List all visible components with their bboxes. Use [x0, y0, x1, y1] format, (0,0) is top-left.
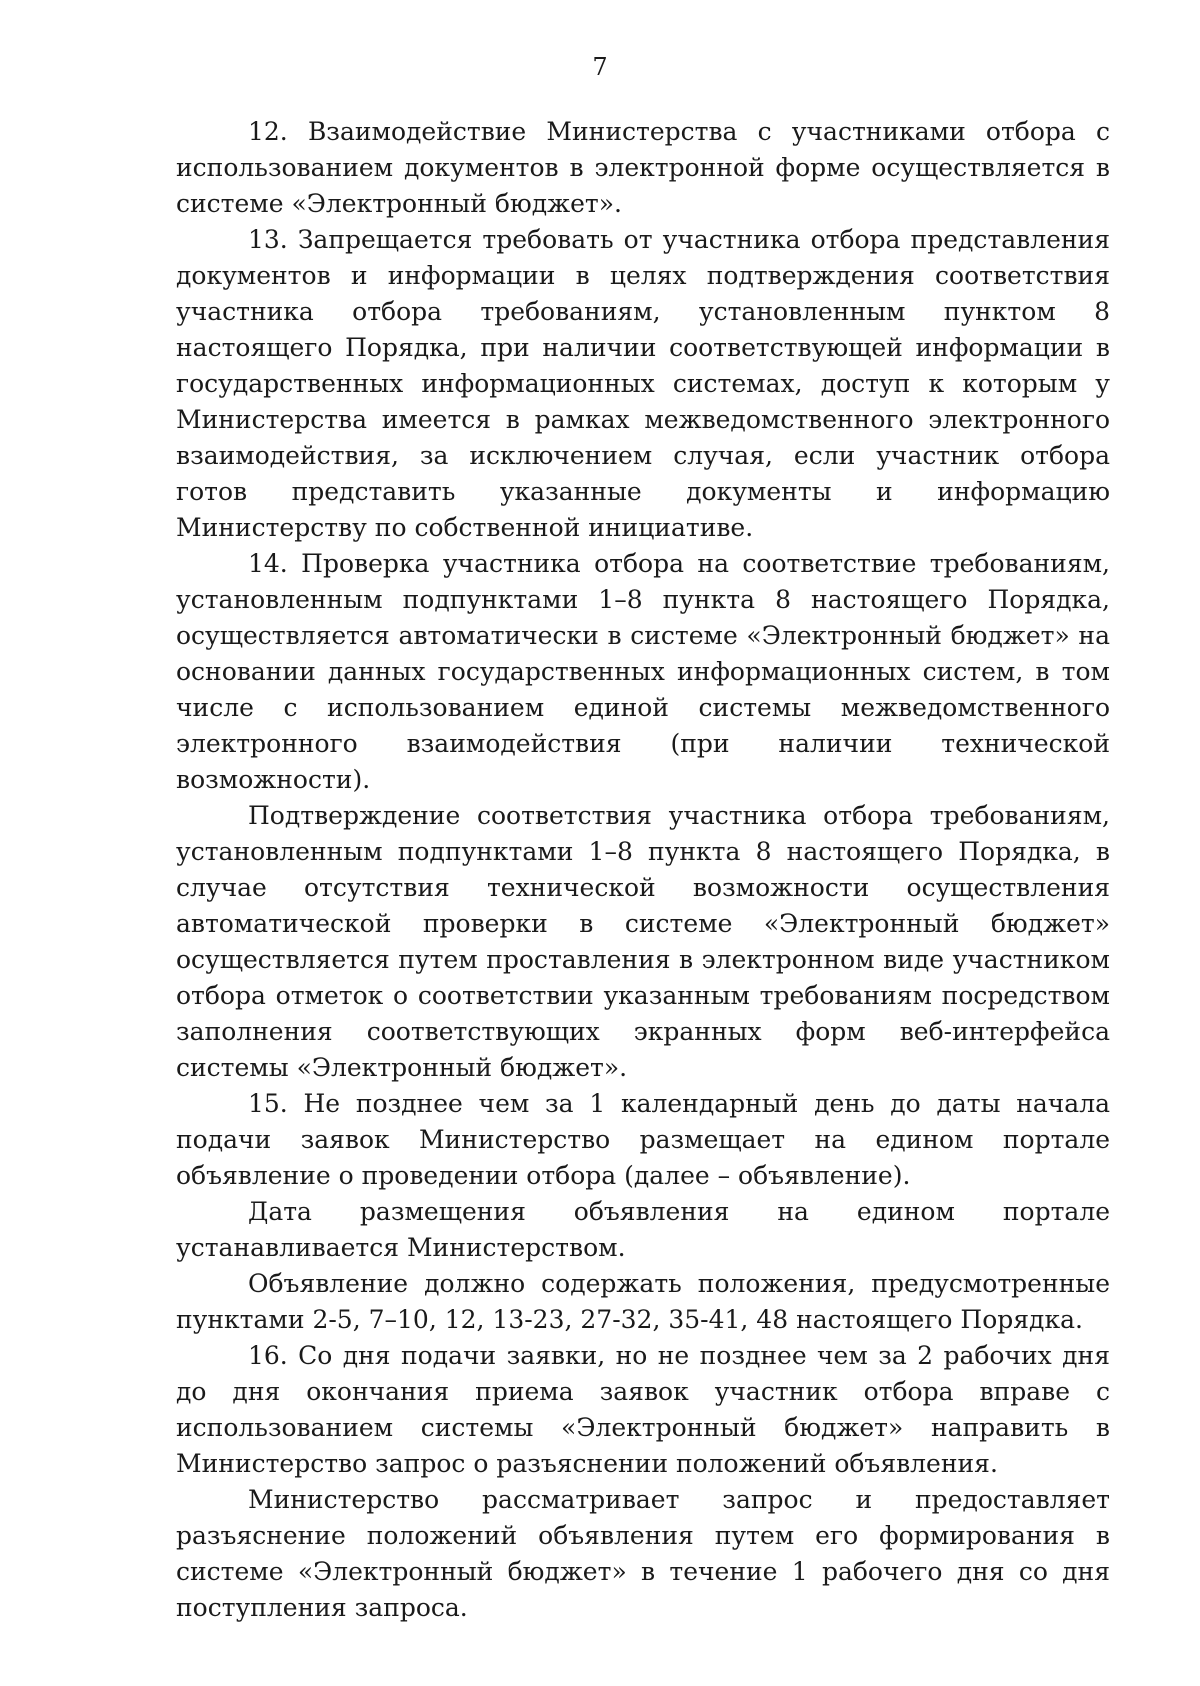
paragraph-15: 15. Не позднее чем за 1 календарный день до даты начала подачи заявок Министерство размещает на едином портале объявление о проведении отбора (далее – объявление).	[176, 1089, 1110, 1190]
paragraph-14: 14. Проверка участника отбора на соответствие требованиям, установленным подпунктами 1–8 пункта 8 настоящего Порядка, осуществляется автоматически в системе «Электронный бюджет» на основании данных государственных информационных систем, в том числе с использованием единой системы межведомственного электронного взаимодействия (при наличии технической возможности).	[176, 549, 1110, 794]
paragraph-15-content: Объявление должно содержать положения, предусмотренные пунктами 2-5, 7–10, 12, 13-23, 27-32, 35-41, 48 настоящего Порядка.	[176, 1269, 1110, 1334]
paragraph-13: 13. Запрещается требовать от участника отбора представления документов и информации в целях подтверждения соответствия участника отбора требованиям, установленным пунктом 8 настоящего Порядка, при наличии соответствующей информации в государственных информационных системах, доступ к которым у Министерства имеется в рамках межведомственного электронного взаимодействия, за исключением случая, если участник отбора готов представить указанные документы и информацию Министерству по собственной инициативе.	[176, 225, 1110, 542]
paragraph-16: 16. Со дня подачи заявки, но не позднее чем за 2 рабочих дня до дня окончания приема заявок участник отбора вправе с использованием системы «Электронный бюджет» направить в Министерство запрос о разъяснении положений объявления.	[176, 1341, 1110, 1478]
paragraph-14-confirmation: Подтверждение соответствия участника отбора требованиям, установленным подпунктами 1–8 пункта 8 настоящего Порядка, в случае отсутствия технической возможности осуществления автоматической проверки в системе «Электронный бюджет» осуществляется путем проставления в электронном виде участником отбора отметок о соответствии указанным требованиям посредством заполнения соответствующих экранных форм веб-интерфейса системы «Электронный бюджет».	[176, 801, 1110, 1082]
paragraph-15-date: Дата размещения объявления на едином портале устанавливается Министерством.	[176, 1197, 1110, 1262]
page-number: 7	[592, 53, 608, 81]
paragraph-16-response: Министерство рассматривает запрос и предоставляет разъяснение положений объявления путем его формирования в системе «Электронный бюджет» в течение 1 рабочего дня со дня поступления запроса.	[176, 1485, 1110, 1622]
document-body	[176, 114, 1110, 1626]
paragraph-12: 12. Взаимодействие Министерства с участниками отбора с использованием документов в электронной форме осуществляется в системе «Электронный бюджет».	[176, 117, 1110, 218]
